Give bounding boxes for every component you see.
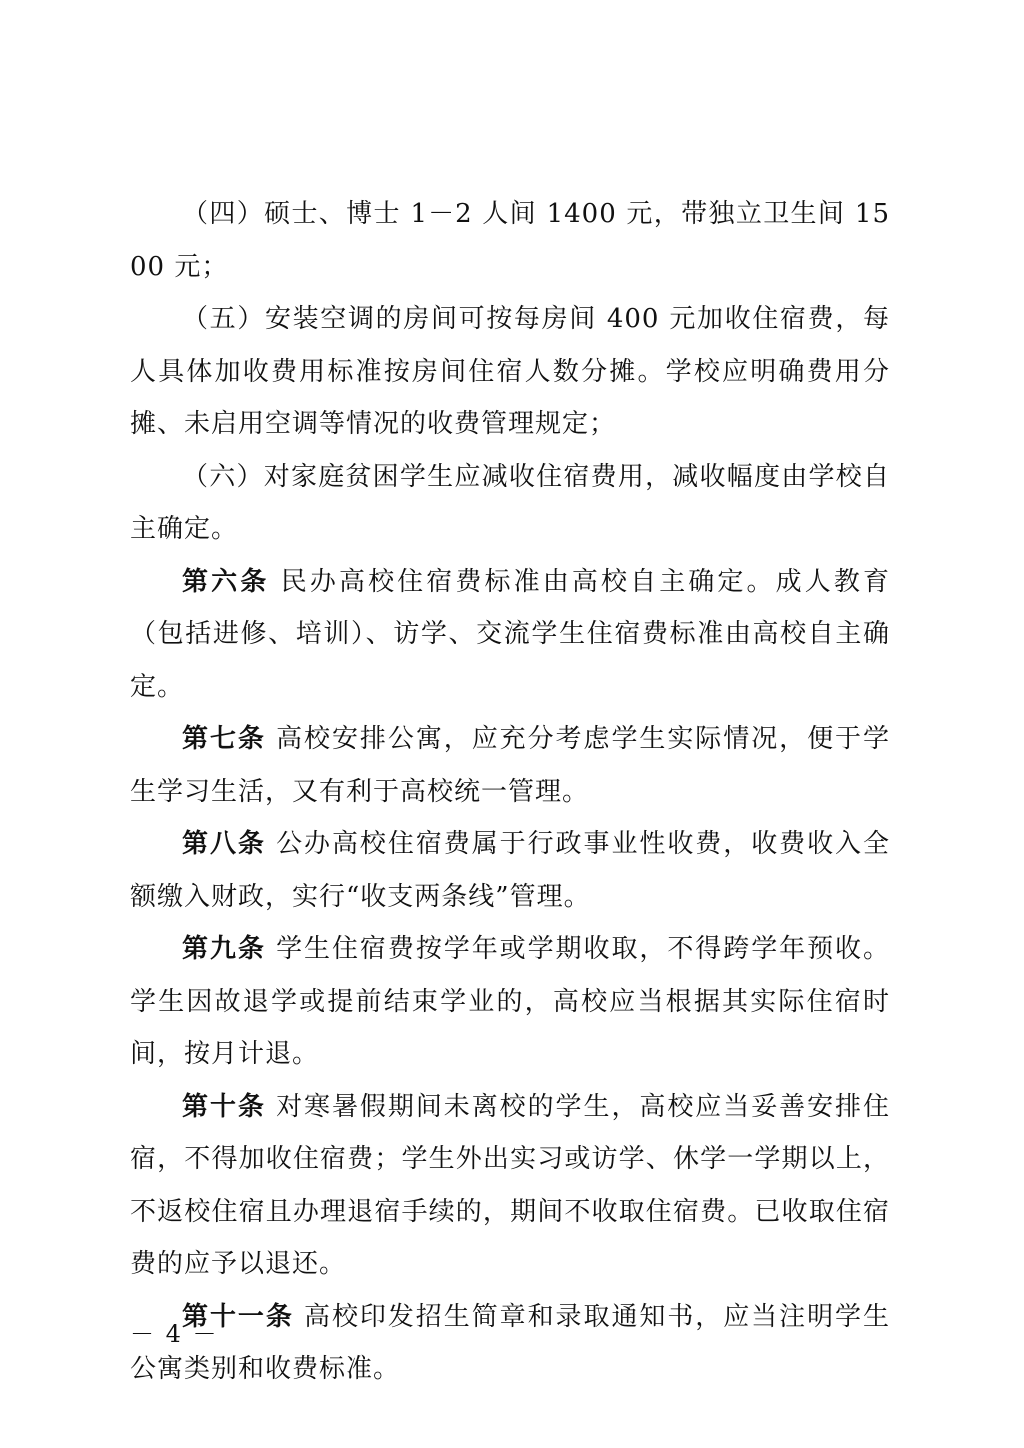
article-10	[130, 1081, 890, 1291]
article-heading: 第十条	[182, 1091, 266, 1122]
article-text: 高校安排公寓，应充分考虑学生实际情况，便于学生学习生活，又有利于高校统一管理。	[130, 724, 890, 807]
article-heading: 第九条	[182, 934, 266, 964]
article-text: 高校印发招生简章和录取通知书，应当注明学生公寓类别和收费标准。	[130, 1301, 890, 1384]
document-body	[130, 188, 890, 1396]
paragraph-text: （六）对家庭贫困学生应减收住宿费用，减收幅度由学校自主确定。	[130, 461, 890, 544]
article-heading: 第十一条	[182, 1301, 294, 1332]
article-text: 公办高校住宿费属于行政事业性收费，收费收入全额缴入财政，实行“收支两条线”管理。	[130, 829, 890, 912]
paragraph-text: （五）安装空调的房间可按每房间 400 元加收住宿费，每人具体加收费用标准按房间住宿人数分摊。学校应明确费用分摊、未启用空调等情况的收费管理规定；	[130, 304, 890, 439]
paragraph-item-5	[130, 293, 890, 451]
article-11	[130, 1291, 890, 1396]
paragraph-text: （四）硕士、博士 1－2 人间 1400 元，带独立卫生间 1500 元；	[130, 199, 890, 282]
article-heading: 第八条	[182, 829, 266, 859]
paragraph-item-6	[130, 451, 890, 556]
article-text: 对寒暑假期间未离校的学生，高校应当妥善安排住宿，不得加收住宿费；学生外出实习或访学、休学一学期以上，不返校住宿且办理退宿手续的，期间不收取住宿费。已收取住宿费的应予以退还。	[130, 1091, 890, 1279]
article-9	[130, 923, 890, 1081]
article-heading: 第六条	[182, 566, 270, 597]
article-7	[130, 713, 890, 818]
paragraph-item-4	[130, 188, 890, 293]
article-text: 学生住宿费按学年或学期收取，不得跨学年预收。学生因故退学或提前结束学业的，高校应当根据其实际住宿时间，按月计退。	[130, 934, 890, 1069]
page-number: － 4 －	[130, 1320, 219, 1348]
article-6	[130, 556, 890, 714]
article-8	[130, 818, 890, 923]
article-text: 民办高校住宿费标准由高校自主确定。成人教育（包括进修、培训）、访学、交流学生住宿费标准由高校自主确定。	[130, 566, 890, 702]
article-heading: 第七条	[182, 724, 266, 754]
